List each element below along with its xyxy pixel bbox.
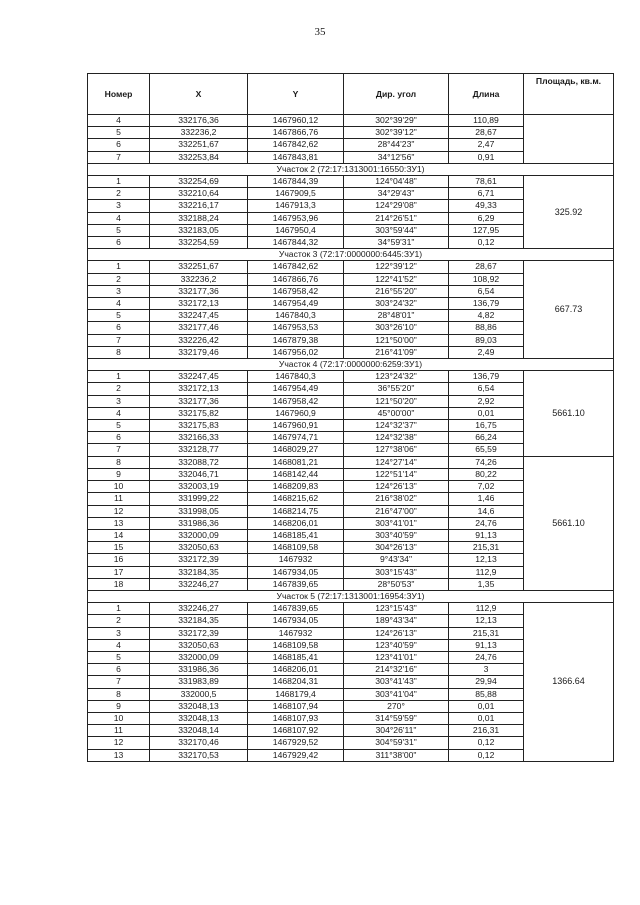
header-area: Площадь, кв.м.: [524, 74, 614, 115]
segment-length: 127,95: [449, 224, 524, 236]
segment-length: 6,29: [449, 212, 524, 224]
point-number: 3: [88, 285, 150, 297]
area-value: 5661.10: [524, 456, 614, 590]
section-title: Участок 4 (72:17:0000000:6259:ЗУ1): [88, 359, 614, 371]
coord-y: 1467958,42: [248, 395, 344, 407]
area-value: 667.73: [524, 261, 614, 359]
point-number: 5: [88, 651, 150, 663]
point-number: 4: [88, 298, 150, 310]
section-header-row: [88, 590, 614, 602]
coord-x: 332170,46: [150, 737, 248, 749]
coord-y: 1467953,96: [248, 212, 344, 224]
direction-angle: 270°: [344, 700, 449, 712]
segment-length: 0,01: [449, 407, 524, 419]
segment-length: 108,92: [449, 273, 524, 285]
coord-x: 332188,24: [150, 212, 248, 224]
coord-y: 1467954,49: [248, 298, 344, 310]
point-number: 6: [88, 139, 150, 151]
coord-x: 332003,19: [150, 481, 248, 493]
direction-angle: 123°40'59": [344, 639, 449, 651]
direction-angle: 122°51'14": [344, 468, 449, 480]
coord-y: 1467866,76: [248, 127, 344, 139]
direction-angle: 303°24'32": [344, 298, 449, 310]
coord-y: 1467932: [248, 554, 344, 566]
segment-length: 215,31: [449, 627, 524, 639]
point-number: 9: [88, 468, 150, 480]
point-number: 3: [88, 627, 150, 639]
coord-x: 332254,69: [150, 176, 248, 188]
segment-length: 2,49: [449, 346, 524, 358]
point-number: 12: [88, 737, 150, 749]
coord-x: 332254,59: [150, 237, 248, 249]
coord-x: 331986,36: [150, 517, 248, 529]
coord-x: 332046,71: [150, 468, 248, 480]
segment-length: 74,26: [449, 456, 524, 468]
header-x: X: [150, 74, 248, 115]
coord-y: 1468214,75: [248, 505, 344, 517]
segment-length: 7,02: [449, 481, 524, 493]
segment-length: 66,24: [449, 432, 524, 444]
header-y: Y: [248, 74, 344, 115]
segment-length: 2,47: [449, 139, 524, 151]
point-number: 6: [88, 664, 150, 676]
coord-y: 1467958,42: [248, 285, 344, 297]
coord-y: 1468081,21: [248, 456, 344, 468]
section-header-row: [88, 359, 614, 371]
coord-y: 1467840,3: [248, 310, 344, 322]
segment-length: 3: [449, 664, 524, 676]
point-number: 4: [88, 212, 150, 224]
coord-x: 332236,2: [150, 127, 248, 139]
point-number: 7: [88, 444, 150, 456]
point-number: 14: [88, 529, 150, 541]
direction-angle: 303°59'44": [344, 224, 449, 236]
coord-y: 1467929,42: [248, 749, 344, 761]
direction-angle: 123°41'01": [344, 651, 449, 663]
point-number: 5: [88, 310, 150, 322]
page-number: 35: [314, 26, 326, 38]
section-title: Участок 2 (72:17:1313001:16550:ЗУ1): [88, 163, 614, 175]
coord-x: 332048,13: [150, 700, 248, 712]
direction-angle: 45°00'00": [344, 407, 449, 419]
coord-y: 1468109,58: [248, 542, 344, 554]
segment-length: 112,9: [449, 603, 524, 615]
segment-length: 0,91: [449, 151, 524, 163]
direction-angle: 28°48'01": [344, 310, 449, 322]
segment-length: 12,13: [449, 554, 524, 566]
segment-length: 6,54: [449, 383, 524, 395]
coord-y: 1468107,94: [248, 700, 344, 712]
area-value: 1366.64: [524, 603, 614, 762]
coord-x: 332177,36: [150, 395, 248, 407]
coord-x: 332170,53: [150, 749, 248, 761]
direction-angle: 121°50'20": [344, 395, 449, 407]
point-number: 2: [88, 615, 150, 627]
segment-length: 110,89: [449, 115, 524, 127]
coordinates-table: [87, 73, 614, 762]
table-body: [88, 115, 614, 762]
coord-y: 1467844,39: [248, 176, 344, 188]
segment-length: 12,13: [449, 615, 524, 627]
point-number: 2: [88, 188, 150, 200]
direction-angle: 121°50'00": [344, 334, 449, 346]
direction-angle: 124°26'13": [344, 481, 449, 493]
direction-angle: 304°59'31": [344, 737, 449, 749]
area-value: 325.92: [524, 176, 614, 249]
table-row: [88, 261, 614, 273]
segment-length: 89,03: [449, 334, 524, 346]
segment-length: 2,92: [449, 395, 524, 407]
coord-x: 331983,89: [150, 676, 248, 688]
point-number: 1: [88, 176, 150, 188]
coord-x: 332166,33: [150, 432, 248, 444]
direction-angle: 216°55'20": [344, 285, 449, 297]
coord-x: 332246,27: [150, 603, 248, 615]
point-number: 4: [88, 115, 150, 127]
coord-y: 1467909,5: [248, 188, 344, 200]
segment-length: 16,75: [449, 420, 524, 432]
point-number: 17: [88, 566, 150, 578]
coord-y: 1468109,58: [248, 639, 344, 651]
coord-x: 332177,46: [150, 322, 248, 334]
point-number: 4: [88, 407, 150, 419]
direction-angle: 124°04'48": [344, 176, 449, 188]
coord-x: 332236,2: [150, 273, 248, 285]
direction-angle: 124°32'37": [344, 420, 449, 432]
coord-y: 1467960,9: [248, 407, 344, 419]
point-number: 1: [88, 261, 150, 273]
point-number: 2: [88, 383, 150, 395]
direction-angle: 189°43'34": [344, 615, 449, 627]
segment-length: 80,22: [449, 468, 524, 480]
section-title: Участок 5 (72:17:1313001:16954:ЗУ1): [88, 590, 614, 602]
direction-angle: 311°38'00": [344, 749, 449, 761]
coord-x: 332175,82: [150, 407, 248, 419]
coord-y: 1468029,27: [248, 444, 344, 456]
direction-angle: 122°41'52": [344, 273, 449, 285]
segment-length: 24,76: [449, 517, 524, 529]
coord-y: 1467929,52: [248, 737, 344, 749]
coord-x: 332088,72: [150, 456, 248, 468]
coord-y: 1468185,41: [248, 529, 344, 541]
segment-length: 78,61: [449, 176, 524, 188]
coord-y: 1467843,81: [248, 151, 344, 163]
direction-angle: 123°24'32": [344, 371, 449, 383]
direction-angle: 303°41'04": [344, 688, 449, 700]
coord-y: 1467953,53: [248, 322, 344, 334]
segment-length: 28,67: [449, 261, 524, 273]
coord-x: 332184,35: [150, 566, 248, 578]
coord-y: 1468206,01: [248, 664, 344, 676]
point-number: 7: [88, 334, 150, 346]
direction-angle: 124°32'38": [344, 432, 449, 444]
coord-y: 1467934,05: [248, 566, 344, 578]
point-number: 6: [88, 432, 150, 444]
segment-length: 136,79: [449, 371, 524, 383]
coord-x: 332179,46: [150, 346, 248, 358]
point-number: 2: [88, 273, 150, 285]
coord-x: 332000,5: [150, 688, 248, 700]
coord-y: 1467960,91: [248, 420, 344, 432]
direction-angle: 123°15'43": [344, 603, 449, 615]
direction-angle: 34°29'43": [344, 188, 449, 200]
header-direction-angle: Дир. угол: [344, 74, 449, 115]
direction-angle: 28°50'53": [344, 578, 449, 590]
segment-length: 85,88: [449, 688, 524, 700]
segment-length: 136,79: [449, 298, 524, 310]
direction-angle: 304°26'11": [344, 725, 449, 737]
coord-y: 1468107,93: [248, 712, 344, 724]
coord-x: 332048,13: [150, 712, 248, 724]
direction-angle: 124°26'13": [344, 627, 449, 639]
segment-length: 49,33: [449, 200, 524, 212]
segment-length: 65,59: [449, 444, 524, 456]
coord-x: 332172,39: [150, 627, 248, 639]
header-length: Длина: [449, 74, 524, 115]
coord-x: 332247,45: [150, 310, 248, 322]
direction-angle: 302°39'29": [344, 115, 449, 127]
coord-x: 332048,14: [150, 725, 248, 737]
point-number: 3: [88, 395, 150, 407]
point-number: 5: [88, 224, 150, 236]
coord-x: 332177,36: [150, 285, 248, 297]
point-number: 16: [88, 554, 150, 566]
coord-x: 332247,45: [150, 371, 248, 383]
coord-y: 1468204,31: [248, 676, 344, 688]
point-number: 1: [88, 603, 150, 615]
table-header-row: [88, 74, 614, 115]
area-value: 5661.10: [524, 371, 614, 456]
direction-angle: 124°27'14": [344, 456, 449, 468]
point-number: 8: [88, 346, 150, 358]
coord-x: 332216,17: [150, 200, 248, 212]
direction-angle: 216°41'09": [344, 346, 449, 358]
segment-length: 14,6: [449, 505, 524, 517]
coord-y: 1467866,76: [248, 273, 344, 285]
point-number: 6: [88, 322, 150, 334]
point-number: 7: [88, 151, 150, 163]
coord-x: 332000,09: [150, 651, 248, 663]
coord-x: 332210,64: [150, 188, 248, 200]
area-value: [524, 115, 614, 164]
direction-angle: 36°55'20": [344, 383, 449, 395]
coord-y: 1468107,92: [248, 725, 344, 737]
direction-angle: 303°41'43": [344, 676, 449, 688]
coord-y: 1467839,65: [248, 603, 344, 615]
point-number: 8: [88, 688, 150, 700]
table-row: [88, 115, 614, 127]
segment-length: 1,35: [449, 578, 524, 590]
point-number: 13: [88, 749, 150, 761]
table-row: [88, 176, 614, 188]
point-number: 3: [88, 200, 150, 212]
direction-angle: 303°15'43": [344, 566, 449, 578]
coord-y: 1467934,05: [248, 615, 344, 627]
coord-x: 331986,36: [150, 664, 248, 676]
point-number: 5: [88, 127, 150, 139]
point-number: 10: [88, 712, 150, 724]
point-number: 8: [88, 456, 150, 468]
coord-y: 1467932: [248, 627, 344, 639]
segment-length: 0,01: [449, 712, 524, 724]
coord-x: 332172,13: [150, 298, 248, 310]
coord-y: 1467974,71: [248, 432, 344, 444]
coord-x: 332251,67: [150, 261, 248, 273]
segment-length: 6,54: [449, 285, 524, 297]
section-title: Участок 3 (72:17:0000000:6445:ЗУ1): [88, 249, 614, 261]
coord-y: 1468206,01: [248, 517, 344, 529]
coord-x: 332251,67: [150, 139, 248, 151]
direction-angle: 303°26'10": [344, 322, 449, 334]
point-number: 11: [88, 725, 150, 737]
point-number: 4: [88, 639, 150, 651]
segment-length: 29,94: [449, 676, 524, 688]
segment-length: 6,71: [449, 188, 524, 200]
segment-length: 24,76: [449, 651, 524, 663]
coord-y: 1468209,83: [248, 481, 344, 493]
segment-length: 91,13: [449, 529, 524, 541]
coord-y: 1468142,44: [248, 468, 344, 480]
coord-y: 1467913,3: [248, 200, 344, 212]
coord-x: 332184,35: [150, 615, 248, 627]
segment-length: 88,86: [449, 322, 524, 334]
direction-angle: 303°41'01": [344, 517, 449, 529]
direction-angle: 303°40'59": [344, 529, 449, 541]
coord-y: 1467842,62: [248, 261, 344, 273]
coord-x: 332176,36: [150, 115, 248, 127]
direction-angle: 124°29'08": [344, 200, 449, 212]
coord-y: 1468215,62: [248, 493, 344, 505]
segment-length: 1,46: [449, 493, 524, 505]
direction-angle: 216°47'00": [344, 505, 449, 517]
coord-x: 332226,42: [150, 334, 248, 346]
direction-angle: 122°39'12": [344, 261, 449, 273]
direction-angle: 216°38'02": [344, 493, 449, 505]
segment-length: 0,01: [449, 700, 524, 712]
section-header-row: [88, 249, 614, 261]
coord-y: 1467839,65: [248, 578, 344, 590]
coord-y: 1467842,62: [248, 139, 344, 151]
segment-length: 0,12: [449, 749, 524, 761]
point-number: 15: [88, 542, 150, 554]
point-number: 18: [88, 578, 150, 590]
segment-length: 4,82: [449, 310, 524, 322]
table-row: [88, 456, 614, 468]
point-number: 12: [88, 505, 150, 517]
coord-y: 1468185,41: [248, 651, 344, 663]
segment-length: 0,12: [449, 237, 524, 249]
coord-y: 1467954,49: [248, 383, 344, 395]
point-number: 7: [88, 676, 150, 688]
coord-x: 332172,39: [150, 554, 248, 566]
coord-x: 332246,27: [150, 578, 248, 590]
coord-y: 1467840,3: [248, 371, 344, 383]
coord-y: 1468179,4: [248, 688, 344, 700]
point-number: 9: [88, 700, 150, 712]
coord-y: 1467960,12: [248, 115, 344, 127]
coord-x: 332000,09: [150, 529, 248, 541]
direction-angle: 9°43'34": [344, 554, 449, 566]
direction-angle: 28°44'23": [344, 139, 449, 151]
coord-x: 331998,05: [150, 505, 248, 517]
table-row: [88, 603, 614, 615]
point-number: 5: [88, 420, 150, 432]
segment-length: 91,13: [449, 639, 524, 651]
segment-length: 216,31: [449, 725, 524, 737]
coord-x: 332128,77: [150, 444, 248, 456]
direction-angle: 34°59'31": [344, 237, 449, 249]
direction-angle: 127°38'06": [344, 444, 449, 456]
coord-x: 332175,83: [150, 420, 248, 432]
segment-length: 112,9: [449, 566, 524, 578]
direction-angle: 214°26'51": [344, 212, 449, 224]
direction-angle: 302°39'12": [344, 127, 449, 139]
section-header-row: [88, 163, 614, 175]
coord-x: 332050,63: [150, 639, 248, 651]
header-number: Номер: [88, 74, 150, 115]
coord-y: 1467956,02: [248, 346, 344, 358]
coord-x: 332183,05: [150, 224, 248, 236]
coord-y: 1467844,32: [248, 237, 344, 249]
coord-y: 1467879,38: [248, 334, 344, 346]
table-row: [88, 371, 614, 383]
coord-x: 331999,22: [150, 493, 248, 505]
segment-length: 215,31: [449, 542, 524, 554]
point-number: 11: [88, 493, 150, 505]
direction-angle: 314°59'59": [344, 712, 449, 724]
point-number: 6: [88, 237, 150, 249]
point-number: 10: [88, 481, 150, 493]
coord-x: 332050,63: [150, 542, 248, 554]
point-number: 13: [88, 517, 150, 529]
coord-x: 332172,13: [150, 383, 248, 395]
point-number: 1: [88, 371, 150, 383]
segment-length: 0,12: [449, 737, 524, 749]
segment-length: 28,67: [449, 127, 524, 139]
coord-y: 1467950,4: [248, 224, 344, 236]
direction-angle: 214°32'16": [344, 664, 449, 676]
direction-angle: 304°26'13": [344, 542, 449, 554]
coord-x: 332253,84: [150, 151, 248, 163]
direction-angle: 34°12'56": [344, 151, 449, 163]
